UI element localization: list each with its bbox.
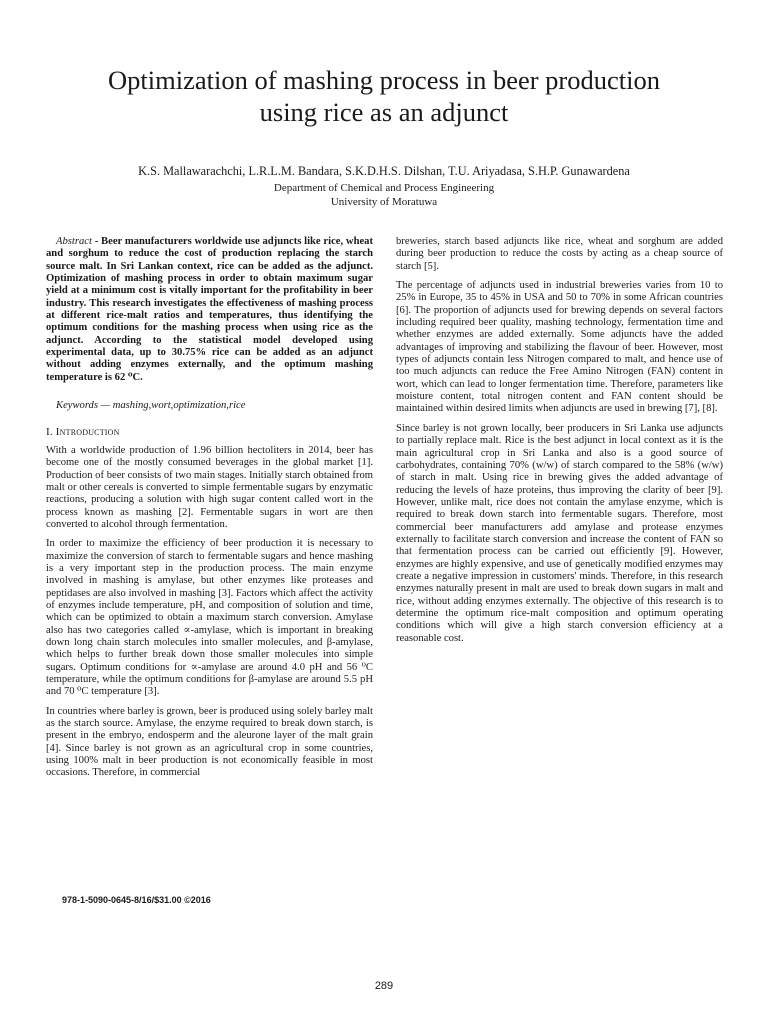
abstract-label: Abstract	[56, 236, 92, 247]
paragraph: With a worldwide production of 1.96 billion hectoliters in 2014, beer has become one of the mostly consumed beverages in the global market [1]. Production of beer consists of two main stages. Initially starch obtained from malt or other cereals is converted to simple fermentable sugars by enzymatic reactions, producing a solution with high sugar content called wort in the process known as mashing [2]. Fermentable sugars in wort are then converted to alcohol through fermentation.	[46, 444, 373, 530]
abstract-dash: -	[91, 236, 102, 247]
section-heading	[46, 426, 373, 438]
section-title: Introduction	[55, 426, 120, 439]
paragraph: Since barley is not grown locally, beer producers in Sri Lanka use adjuncts to partially replace malt. Rice is the best adjunct in local context as it is the main agricultural crop in Sri Lanka and also is a good source of carbohydrates, containing 70% (w/w) of starch compared to the 58% (w/w) of starch in malt. Using rice in brewing gives the added advantage of reducing the levels of haze proteins, thus improving the clarity of beer [9]. However, unlike malt, rice does not contain the amylase enzyme, which is required to break down starch into fermentable sugars. Therefore, most commercial beer manufacturers add amylase and protease enzymes externally to facilitate starch conversion and increase the content of FAN so that fermentation process can be carried out efficiently [9]. However, enzymes are highly expensive, and use of genetically modified enzymes may create a negative impression in customers' minds. Therefore, in this research enzymes naturally present in malt are used to break down sugars in malt and rice, without adding enzymes externally. The objective of this research is to determine the optimum rice-malt composition and optimum operating conditions which will give a high starch conversion efficiency at a reasonable cost.	[396, 422, 723, 644]
author-list: K.S. Mallawarachchi, L.R.L.M. Bandara, S.K.D.H.S. Dilshan, T.U. Ariyadasa, S.H.P. Gunawardena	[138, 164, 630, 178]
paragraph: In countries where barley is grown, beer is produced using solely barley malt as the starch source. Amylase, the enzyme required to break down starch, is present in the embryo, endosperm and the aleurone layer of the malt grain [4]. Since barley is not grown as an agricultural crop in some countries, using 100% malt in beer production is not economically feasible in most occasions. Therefore, in commercial	[46, 705, 373, 779]
keywords	[46, 400, 373, 412]
left-column	[46, 236, 373, 787]
section-number: I.	[46, 426, 53, 439]
department: Department of Chemical and Process Engineering	[273, 182, 495, 194]
right-column	[396, 236, 723, 652]
isbn-footer: 978-1-5090-0645-8/16/$31.00 ©2016	[62, 895, 211, 905]
paragraph: The percentage of adjuncts used in industrial breweries varies from 10 to 25% in Europe, 35 to 45% in USA and 50 to 70% in some African countries [6]. The proportion of adjuncts used for brewing depends on several factors including required beer quality, mashing technology, fermentation time and whether enzymes are added externally. Some adjuncts have the added advantages of improving and stabilizing the flavour of beer. However, most types of adjuncts contain less Nitrogen compared to malt, and hence use of too much adjuncts can reduce the Free Amino Nitrogen (FAN) content in wort, which can lead to longer fermentation time. Therefore, parameters like moisture content, total nitrogen content and FAN content should be maintained within desired limits when adjuncts are used in brewing [7], [8].	[396, 280, 723, 415]
abstract-text: Beer manufacturers worldwide use adjuncts like rice, wheat and sorghum to reduce the cost of production replacing the starch source malt. In Sri Lankan context, rice can be added as the adjunct. Optimization of mashing process in order to obtain maximum sugar yield at a minimum cost is vitally important for the profitability in beer industry. This research investigates the effectiveness of mashing process at different rice-malt ratios and temperatures, thus identifying the optimum conditions for the mashing process when using rice as the adjunct. According to the statistical model developed using experimental data, up to 30.75% rice can be added as an adjunct without adding enzymes externally, and the optimum mashing temperature is 62 ⁰C.	[46, 236, 373, 383]
abstract	[46, 236, 373, 384]
university: University of Moratuwa	[330, 196, 438, 208]
keywords-text: mashing,wort,optimization,rice	[112, 400, 246, 412]
keywords-separator: —	[97, 400, 113, 412]
paragraph: breweries, starch based adjuncts like rice, wheat and sorghum are added during beer production to reduce the costs by acting as a cheap source of starch [5].	[396, 236, 723, 272]
page-number: 289	[374, 980, 394, 992]
keywords-label: Keywords	[56, 400, 98, 412]
title-line-1: Optimization of mashing process in beer production	[108, 65, 660, 95]
paper-title	[40, 64, 728, 128]
paragraph: In order to maximize the efficiency of beer production it is necessary to maximize the conversion of starch to fermentable sugars and hence mashing is a very important step in the production process. The main enzyme involved in mashing is amylase, but other enzymes like proteases and peptidases are also involved in mashing [3]. Factors which affect the activity of enzymes include temperature, pH, and composition of solution and time, which can be optimized to obtain a maximum starch conversion. Amylase also has two categories called ∝-amylase, which is important in breaking down long chain starch molecules into smaller molecules, and β-amylase, which helps to further break down those smaller molecules into simple sugars. Optimum conditions for ∝-amylase are around 4.0 pH and 56 ⁰C temperature, while the optimum conditions for β-amylase are around 5.5 pH and 70 ⁰C temperature [3].	[46, 538, 373, 698]
title-line-2: using rice as an adjunct	[259, 97, 509, 127]
